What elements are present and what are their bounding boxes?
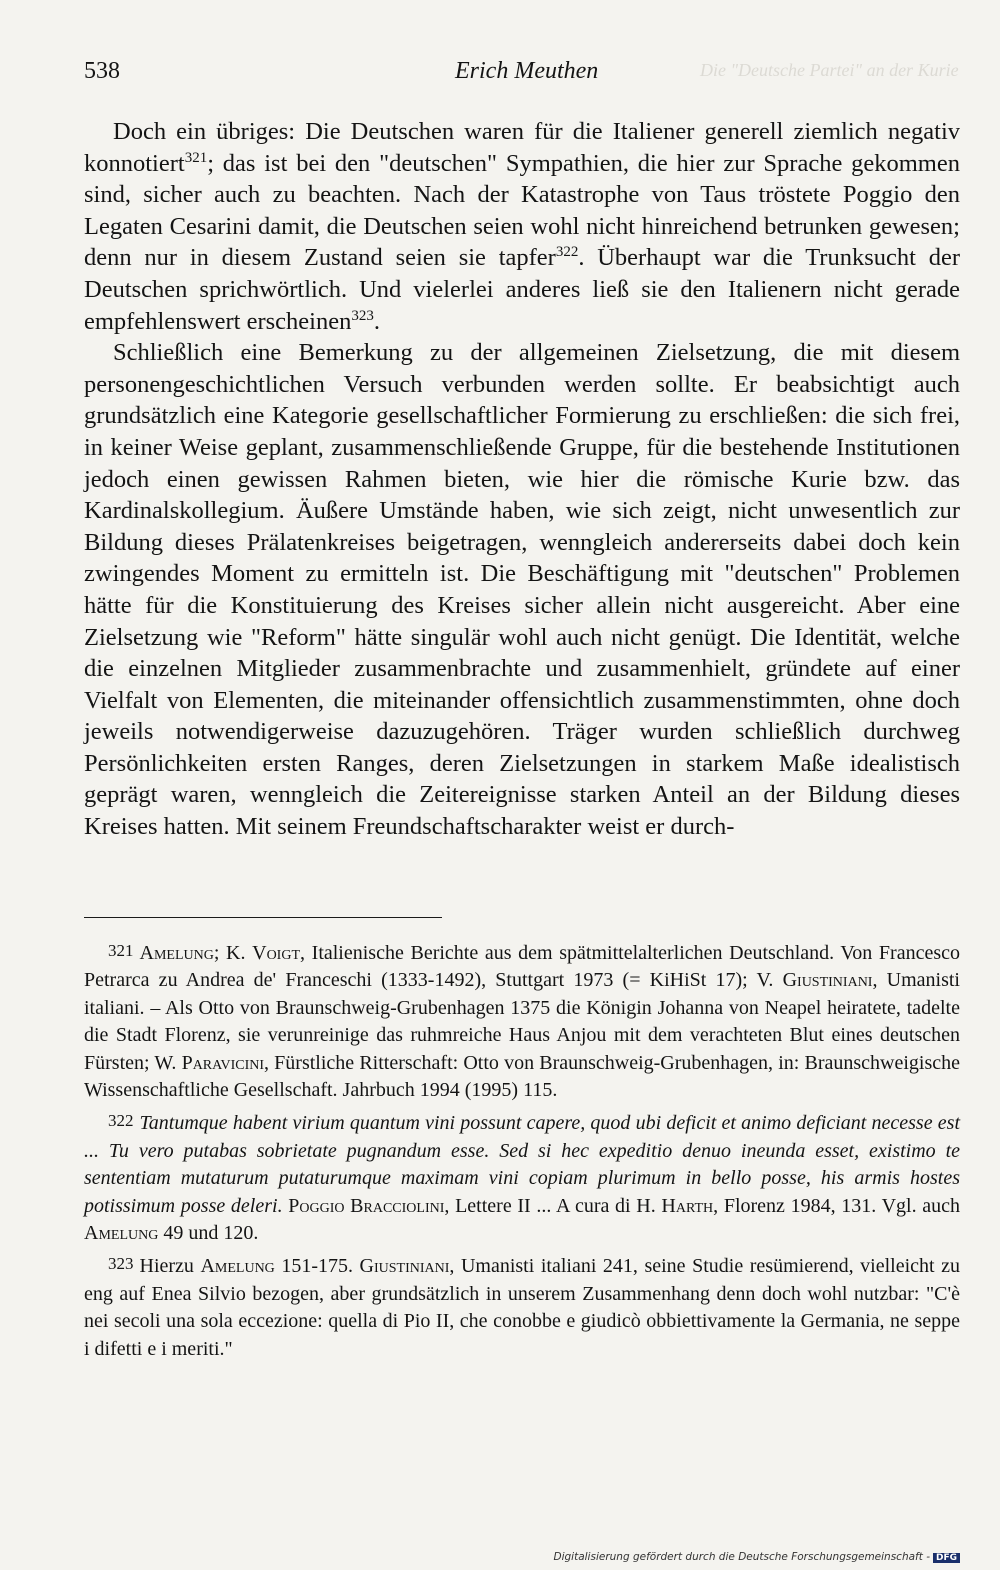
paragraph-2: Schließlich eine Bemerkung zu der allgemeinen Zielsetzung, die mit diesem personengeschichtlichen Versuch verbunden werden sollte. Er beabsichtigt auch grundsätzlich eine Kategorie gesellschaftlicher Formierung zu erschließen: die sich frei, in keiner Weise geplant, zusammenschließende Gruppe, für die bestehende Institutionen jedoch einen gewissen Rahmen bieten, wie hier die römische Kurie bzw. das Kardinalskollegium. Äußere Umstände haben, wie sich zeigt, nicht unwesentlich zur Bildung dieses Prälatenkreises beigetragen, wenngleich andererseits dabei doch kein zwingendes Moment zu ermitteln ist. Die Beschäftigung mit "deutschen" Problemen hätte für die Konstituierung des Kreises sicher allein nicht ausgereicht. Aber eine Zielsetzung wie "Reform" hätte singulär wohl auch nicht genügt. Die Identität, welche die einzelnen Mitglieder zusammenbrachte und zusammenhielt, gründete auf einer Vielfalt von Elementen, die miteinander offensichtlich zusammenstimmten, ohne doch jeweils notwendigerweise dazuzugehören. Träger wurden schließlich durchweg Persönlichkeiten ersten Ranges, deren Zielsetzungen in starkem Maße idealistisch geprägt waren, wenngleich die Zeitereignisse starken Anteil an der Bildung dieses Kreises hatten. Mit seinem Freundschaftscharakter weist er durch- xyxy=(84,339,960,841)
footnotes xyxy=(84,940,960,1369)
p1-text-d: . xyxy=(373,307,380,335)
footnote-text: , Fürstliche Ritterschaft: Otto von Braunschweig-Grubenhagen, in: Braunschweigische Wissenschaftliche Gesellschaft. Jahrbuch 1994 (1995) 115. xyxy=(84,1051,960,1102)
author-name: Giustiniani xyxy=(782,969,873,992)
digitization-credit xyxy=(554,1551,961,1563)
author-name: Amelung xyxy=(200,1255,275,1278)
footnote-text: Hierzu xyxy=(139,1255,201,1278)
footnote-number: 322 xyxy=(108,1111,134,1131)
footnote-ref-321: 321 xyxy=(184,149,208,166)
main-text xyxy=(84,116,960,843)
page-number: 538 xyxy=(84,58,120,84)
footnote-text: 151-175. xyxy=(274,1255,360,1278)
footnote-separator xyxy=(84,917,442,918)
footnote-text: ; K. xyxy=(213,942,253,964)
footnote-text: 49 und 120. xyxy=(158,1222,259,1245)
author-name: Harth xyxy=(661,1194,714,1217)
credit-text: Digitalisierung gefördert durch die Deutsche Forschungsgemeinschaft - xyxy=(553,1551,930,1563)
author-name: Poggio Bracciolini xyxy=(288,1194,445,1217)
latin-quotation: Tantumque habent virium quantum vini possunt capere, quod ubi deficit et animo deficiant necesse est ... Tu vero putabas sobrietate pugnandum esse. Sed si hec expeditio denuo ineunda esset, existimo te sententiam mutaturum putaturumque maximam vini copiam plurimum in bello posse, his armis hostes potissimum posse deleri. xyxy=(84,1112,960,1217)
running-head: Erich Meuthen xyxy=(455,58,599,84)
bleedthrough-text: Die "Deutsche Partei" an der Kurie xyxy=(700,60,959,80)
author-name: Amelung xyxy=(139,942,214,964)
footnote-321 xyxy=(84,940,960,1104)
dfg-logo: DFG xyxy=(933,1553,960,1563)
footnote-323 xyxy=(84,1253,960,1363)
footnote-ref-322: 322 xyxy=(555,244,579,261)
footnote-text: , Italienische Berichte aus dem spätmittelalterlichen Deutschland. Von Francesco Petrarca zu Andrea de' Franceschi (1333-1492), Stuttgart 1973 (= KiHiSt 17); V. xyxy=(84,942,961,992)
footnote-text: , Umanisti italiani. – Als Otto von Braunschweig-Grubenhagen 1375 die Königin Johanna von Neapel heiratete, tadelte die Stadt Florenz, sie verunreinige das ruhmreiche Haus Anjou mit dem verachteten Blut eines deutschen Fürsten; W. xyxy=(84,969,960,1074)
footnote-number: 323 xyxy=(108,1254,134,1274)
footnote-text: , Florenz 1984, 131. Vgl. auch xyxy=(713,1194,961,1217)
footnote-322 xyxy=(84,1110,960,1247)
author-name: Paravicini xyxy=(181,1051,264,1074)
footnote-ref-323: 323 xyxy=(351,307,374,324)
footnote-text: , Lettere II ... A cura di H. xyxy=(444,1194,662,1217)
p1-text-b: ; das ist bei den "deutschen" Sympathien, die hier zur Sprache gekommen sind, sicher auch zu beachten. Nach der Katastrophe von Taus tröstete Poggio den Legaten Cesarini damit, die Deutschen seien wohl nicht hinreichend betrunken gewesen; denn nur in diesem Zustand seien sie tapfer xyxy=(84,149,960,272)
footnote-number: 321 xyxy=(108,941,134,960)
p1-text-c: . Überhaupt war die Trunksucht der Deutschen sprichwörtlich. Und vielerlei anderes ließ sie den Italienern nicht gerade empfehlenswert erscheinen xyxy=(84,244,960,335)
author-name: Giustiniani xyxy=(359,1255,450,1278)
paragraph-1 xyxy=(84,116,960,337)
footnote-text: , Umanisti italiani 241, seine Studie resümierend, vielleicht zu eng auf Enea Silvio bezogen, aber grundsätzlich in unserem Zusammenhang denn doch wohl nutzbar: "C'è nei secoli una sola eccezione: quella di Pio II, che conobbe e giudicò obbiettivamente la Germania, ne seppe i difetti e i meriti." xyxy=(84,1255,960,1360)
author-name: Amelung xyxy=(84,1222,159,1245)
author-name: Voigt xyxy=(252,942,301,964)
p1-text-a: Doch ein übriges: Die Deutschen waren für die Italiener generell ziemlich negativ konnotiert xyxy=(84,118,960,177)
